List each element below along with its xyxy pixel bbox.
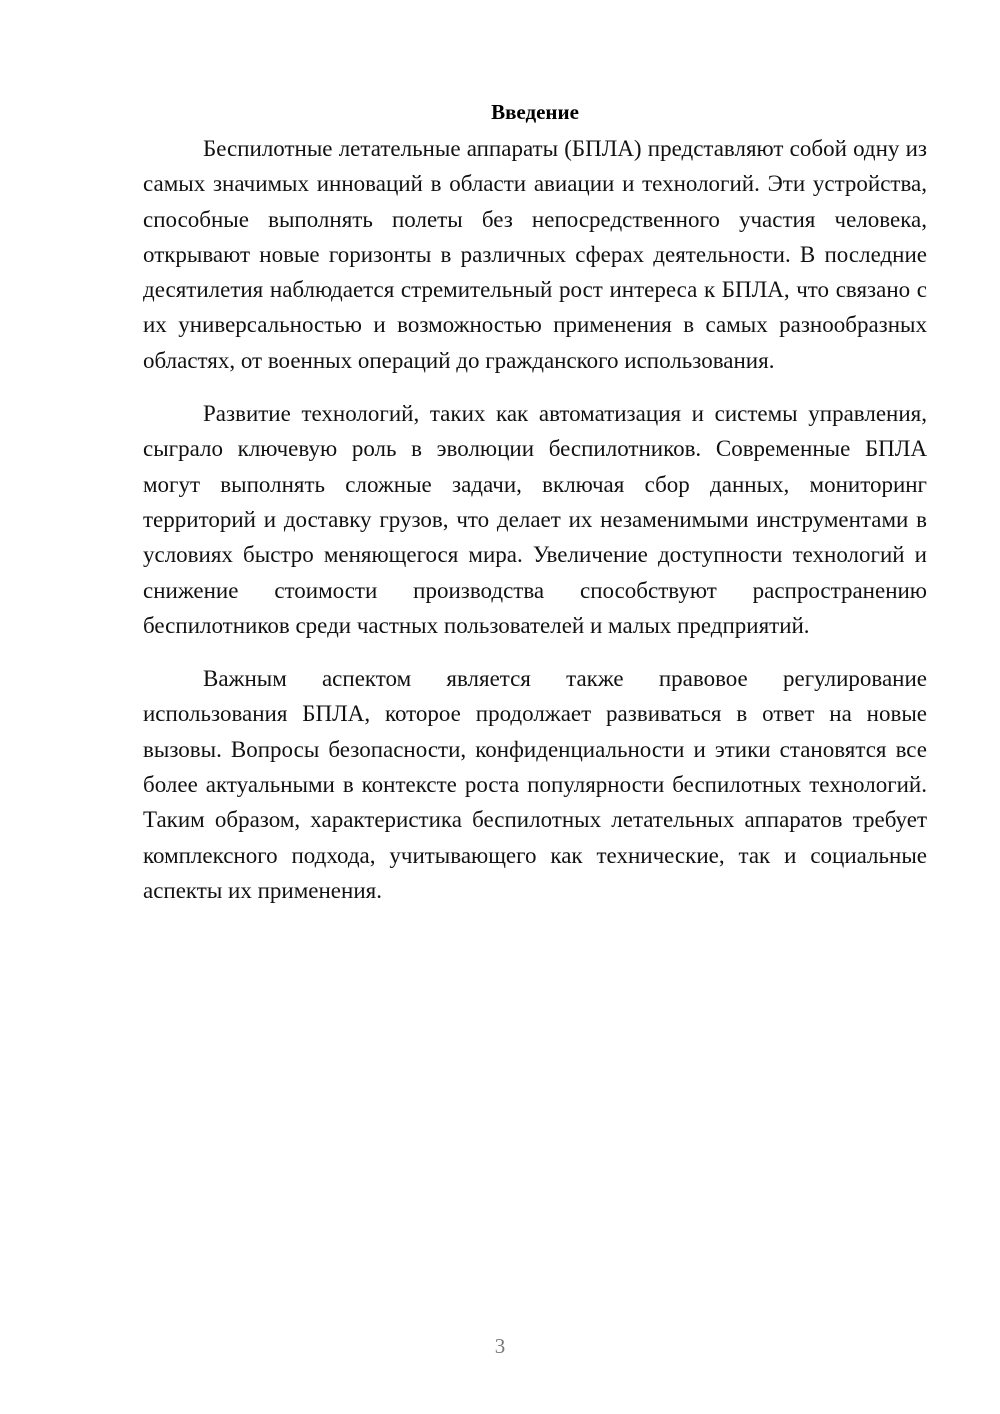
paragraph-2: Развитие технологий, таких как автоматизация и системы управления, сыграло ключевую роль в эволюции беспилотников. Современные БПЛА могут выполнять сложные задачи, включая сбор данных, мониторинг территорий и доставку грузов, что делает их незаменимыми инструментами в условиях быстро меняющегося мира. Увеличение доступности технологий и снижение стоимости производства способствуют распространению беспилотников среди частных пользователей и малых предприятий. (143, 401, 927, 638)
paragraph-3: Важным аспектом является также правовое регулирование использования БПЛА, которое продолжает развиваться в ответ на новые вызовы. Вопросы безопасности, конфиденциальности и этики становятся все более актуальными в контексте роста популярности беспилотных технологий. Таким образом, характеристика беспилотных летательных аппаратов требует комплексного подхода, учитывающего как технические, так и социальные аспекты их применения. (143, 666, 927, 903)
section-title: Введение (491, 100, 579, 124)
page-number: 3 (494, 1334, 506, 1358)
paragraph-1: Беспилотные летательные аппараты (БПЛА) представляют собой одну из самых значимых инноваций в области авиации и технологий. Эти устройства, способные выполнять полеты без непосредственного участия человека, открывают новые горизонты в различных сферах деятельности. В последние десятилетия наблюдается стремительный рост интереса к БПЛА, что связано с их универсальностью и возможностью применения в самых разнообразных областях, от военных операций до гражданского использования. (143, 136, 927, 373)
page-content (143, 93, 927, 926)
